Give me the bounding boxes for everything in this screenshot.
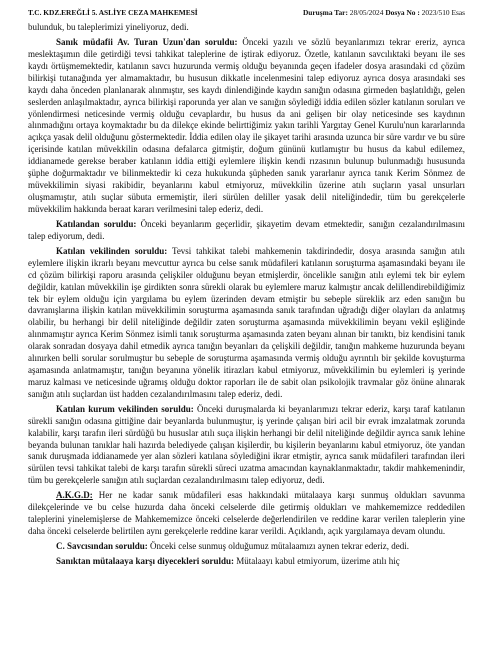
paragraph-lead: Katılan vekilinden soruldu: — [56, 245, 168, 256]
paragraph-text: Önceki duruşmalarda ki beyanlarımızı tekrar ederiz, karşı taraf katılanın sürekli sanığın odasına gittiğine dair beyanlarda bulunmuştur, iş yerinde çalışan biri acil bir evrak imzalatmak zorunda kalabilir, karşı tarafın ileri sürdüğü bu hususlar atılı suça ilişkin herhangi bir delil niteliğinde değildir ayrıca sanık lehine beyanda bulunan tanıklar hali hazırda belediyede çalışan kişilerdir, bu kişilerin beyanlarını kabul etmiyoruz, öte yandan sanık duruşmada iddianamede yer alan sözleri katılana söylediğini ikrar etmiştir, ayrıca sanık müdafileri tarafından ileri sürülen tevsi tahkikat talebi de karşı tarafın sürekli süreci uzatma amacından kaynaklanmaktadır, takdir mahkemenindir, tüm bu gerekçelerle sanığın atılı suçlardan cezalandırılmasını talep ediyoruz, dedi. — [28, 403, 465, 486]
paragraph-defendant — [28, 556, 465, 568]
session-label: Duruşma Tar: — [302, 8, 348, 17]
document-body — [28, 22, 465, 571]
paragraph-complainant — [28, 219, 465, 243]
paragraph-text: Her ne kadar sanık müdafileri esas hakkındaki mütalaaya karşı sunmuş oldukları savunma dilekçelerinde ve bu celse huzurda daha önceki celselerde dile getirmiş oldukları ve mahkememizce reddedilen taleplerini yinelemişlerse de Mahkememizce önceki celselerde değerlendirilen ve reddine karar verilen taleplerin yine daha önceki celselerde belirtilen aynı gerekçelerle reddine karar verildi. Açıklandı, açık yargılamaya devam olundu. — [28, 490, 465, 537]
paragraph-interim-decision — [28, 490, 465, 538]
paragraph-continuation — [28, 22, 465, 34]
paragraph-text: Tevsi tahkikat talebi mahkemenin takdirindedir, dosya arasında sanığın atılı eylemlere ilişkin ikrarlı beyanı mevcuttur ayrıca bu celse sanık müdafileri katılanın soruşturma aşamasındaki beyanı ile cd çözüm bilirkişi raporu arasında çelişkiler olduğunu beyan etmişlerdir, öncelikle sanığın atılı eylemi tek bir eylem değildir, katılan müvekkilin işe girdikten sonra sürekli olarak bu eylemlere maruz kalmıştır ancak delillendirebildiğimiz tek bir eylem olduğu için yargılama bu eylem üzerinden devam etmiştir bu sebeple süreklik arz eden sanığın bu davranışlarına ilişkin katılan müvekkilimin soruşturma aşamasında sanık tarafından uğradığı diğer olayları da anlatmış olabilir, bu herhangi bir delil niteliğinde değildir zaten soruşturma aşamasında müvekkilimin beyanı vekil eşliğinde alınmamıştır ayrıca Kerim Sönmez isimli tanık soruşturma aşamasında zaten beyanı alınan bir tanıktı, biz kendisini tanık olarak sonradan dosyaya dahil etmedik ayrıca tanığın beyanları da çelişkili değildir, tanığın mahkeme huzurunda beyanı alınırken belli sorular sorulmuştur bu sebeple de soruşturma aşamasında vermiş olduğu ayrıntılı bir şekilde kovuşturma aşamasında anlatmamıştır, tanığın beyanına yönelik itirazları kabul etmiyoruz, müvekkilimin bu eylemleri iş yerinde maruz kalması ve neticesinde uğramış olduğu doktor raporları ile de sabit olan psikolojik travmalar göz önüne alınarak sanığın atılı suçlardan üst hadden cezalandırılmasını talep ederiz, dedi. — [28, 245, 465, 399]
file-label: Dosya No : — [385, 8, 420, 17]
paragraph-defense-counsel — [28, 37, 465, 216]
paragraph-lead: C. Savcısından soruldu: — [56, 541, 148, 552]
paragraph-complainant-attorney — [28, 246, 465, 401]
paragraph-text: bulunduk, bu taleplerimizi yineliyoruz, dedi. — [28, 22, 189, 32]
paragraph-lead: A.K.G.D: — [56, 490, 93, 501]
session-date: 28/05/2024 — [349, 8, 384, 17]
paragraph-lead: Sanık müdafii Av. Turan Uzun'dan soruldu: — [56, 37, 238, 48]
paragraph-text: Önceki beyanlarım geçerlidir, şikayetim devam etmektedir, sanığın cezalandırılmasını talep ediyorum, dedi. — [28, 218, 465, 241]
paragraph-lead: Katılan kurum vekilinden soruldu: — [56, 403, 194, 414]
paragraph-text: Mütalaayı kabul etmiyorum, üzerime atılı hiç — [234, 556, 400, 567]
page-header — [28, 6, 465, 20]
paragraph-prosecutor — [28, 541, 465, 553]
paragraph-lead: Sanıktan mütalaaya karşı diyecekleri soruldu: — [56, 556, 235, 567]
session-info — [303, 6, 465, 20]
paragraph-text: Önceki celse sunmuş olduğumuz mütalaamızı aynen tekrar ederiz, dedi. — [147, 541, 409, 552]
file-number: 2023/510 Esas — [421, 8, 465, 17]
court-name: T.C. KDZ.EREĞLİ 5. ASLİYE CEZA MAHKEMESİ — [28, 8, 198, 17]
paragraph-text: Önceki yazılı ve sözlü beyanlarımızı tekrar ereriz, ayrıca meslektaşımın dile getirdiği tevsi tahkikat taleplerine de iştirak ediyoruz. Özetle, katılanın savcılıktaki beyanı ile ses kaydı örtüşmemektedir, katılanın savcı huzurunda vermiş olduğu beyanında geçen ifadeler dosya arasındaki cd çözüm bilirkişi tutanağında yer almamaktadır, bu hususun dikkatle incelenmesini talep ediyoruz ayrıca dosya arasındaki ses kaydı daha önceden planlanarak alınmıştır, ses kaydı dinlendiğinde kaydın sanığın odasına girmeden başlatıldığı, gelen seslerden anlaşılmaktadır, ayrıca bilirkişi raporunda yer alan ve sanığın söylediği iddia edilen sözler katılanın soruları ve yönlendirmesi neticesinde vermiş olduğu cevaplardır, bu husus da ani gelişen bir olay neticesinde ses kaydının alınmadığını ortaya koymaktadır bu da dilekçe ekinde belirttiğimiz yakın tarihli Yargıtay Genel Kurulu'nun kararlarında açıkça yasak delil olduğunu göstermektedir. İddia edilen olay ile şikayet tarihi arasında uzunca bir süre vardır ve bu süre içerisinde katılan müvekkilin odasına defalarca gitmiştir, doğum gününü kutlamıştır bu husus da kabul edilemez, iddianamede gerekse beraber katılanın iddia ettiği eylemlere ilişkin kendi rızasının bulunup bulunmadığı hususunda şüphe doğurmaktadır ve bilinmektedir ki ceza hukukunda şüpheden sanık yararlanır ayrıca tanık Kerim Sönmez de müvekkilimin siyasi rakibidir, beyanlarını kabul etmiyoruz, müvekkilin üzerine atılı suçların yasal unsurları oluşmamıştır, atılı suçlar sübuta ermemiştir, ileri sürülen deliller yasak delil niteliğindedir, tüm bu gerekçelerle müvekkilim hakkında beraat kararı verilmesini talep ederiz, dedi. — [28, 37, 465, 214]
paragraph-lead: Katılandan soruldu: — [56, 218, 137, 229]
paragraph-institution-attorney — [28, 404, 465, 487]
